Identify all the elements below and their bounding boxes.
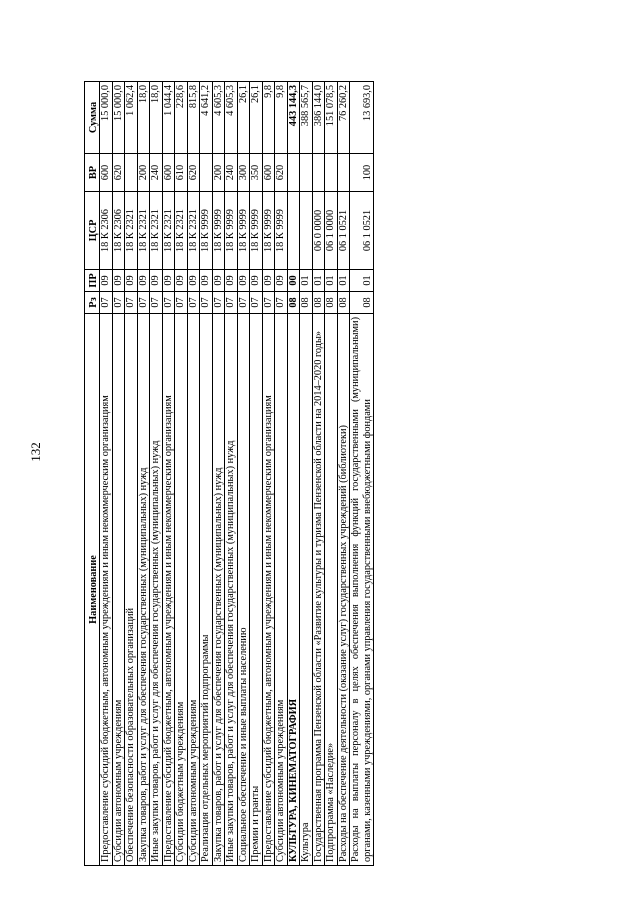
row-rz-cell: 08 <box>287 292 300 314</box>
row-name-cell: Социальное обеспечение и иные выплаты населению <box>237 314 250 866</box>
row-vr-cell: 620 <box>112 154 125 192</box>
row-csr-cell: 18 К 9999 <box>212 192 225 270</box>
row-csr-cell: 18 К 2321 <box>162 192 175 270</box>
row-name-cell: Субсидии автономным учреждениям <box>187 314 200 866</box>
header-rz: Рз <box>85 292 100 314</box>
row-csr-cell: 06 0 0000 <box>312 192 325 270</box>
row-vr-cell: 100 <box>350 154 374 192</box>
row-name-cell: Расходы на обеспечение деятельности (оказание услуг) государственных учреждений (библиотеки) <box>337 314 350 866</box>
row-vr-cell: 600 <box>162 154 175 192</box>
row-sum-cell: 151 078,5 <box>325 82 338 154</box>
table-row <box>325 82 338 866</box>
table-row <box>337 82 350 866</box>
row-name-cell: КУЛЬТУРА, КИНЕМАТОГРАФИЯ <box>287 314 300 866</box>
table-row <box>125 82 138 866</box>
row-name-cell: Предоставление субсидий бюджетным, автономным учреждениям и иным некоммерческим организациям <box>262 314 275 866</box>
row-vr-cell <box>125 154 138 192</box>
row-vr-cell: 600 <box>100 154 113 192</box>
table-row <box>162 82 175 866</box>
table-row <box>137 82 150 866</box>
row-vr-cell: 600 <box>262 154 275 192</box>
row-sum-cell: 4 605,3 <box>212 82 225 154</box>
table-row <box>112 82 125 866</box>
row-sum-cell: 9,8 <box>275 82 288 154</box>
table-row <box>150 82 163 866</box>
row-name-cell: Расходы на выплаты персоналу в целях обеспечения выполнения функций государственными (муниципальными) органами, казенными учреждениями, органами управления государственными внебюджетными фондами <box>350 314 374 866</box>
row-pr-cell: 09 <box>275 270 288 292</box>
header-pr: ПР <box>85 270 100 292</box>
row-csr-cell: 18 К 9999 <box>200 192 213 270</box>
row-pr-cell: 09 <box>225 270 238 292</box>
row-rz-cell: 07 <box>200 292 213 314</box>
row-pr-cell: 09 <box>137 270 150 292</box>
budget-table <box>84 81 374 866</box>
row-sum-cell: 18,0 <box>137 82 150 154</box>
row-vr-cell <box>200 154 213 192</box>
row-pr-cell: 01 <box>325 270 338 292</box>
row-sum-cell: 386 144,0 <box>312 82 325 154</box>
row-vr-cell <box>312 154 325 192</box>
row-rz-cell: 07 <box>175 292 188 314</box>
row-name-cell: Культура <box>300 314 313 866</box>
row-sum-cell: 9,8 <box>262 82 275 154</box>
row-vr-cell: 240 <box>150 154 163 192</box>
row-rz-cell: 07 <box>162 292 175 314</box>
row-name-cell: Подпрограмма «Наследие» <box>325 314 338 866</box>
row-pr-cell: 01 <box>312 270 325 292</box>
table-row <box>262 82 275 866</box>
row-csr-cell: 18 К 9999 <box>237 192 250 270</box>
table-row <box>100 82 113 866</box>
row-pr-cell: 09 <box>162 270 175 292</box>
table-row <box>212 82 225 866</box>
row-csr-cell: 06 1 0000 <box>325 192 338 270</box>
row-pr-cell: 01 <box>337 270 350 292</box>
row-pr-cell: 09 <box>200 270 213 292</box>
table-row <box>312 82 325 866</box>
row-sum-cell: 4 641,2 <box>200 82 213 154</box>
table-row <box>350 82 374 866</box>
row-vr-cell: 200 <box>137 154 150 192</box>
row-rz-cell: 07 <box>112 292 125 314</box>
row-vr-cell <box>300 154 313 192</box>
row-sum-cell: 815,8 <box>187 82 200 154</box>
row-pr-cell: 09 <box>187 270 200 292</box>
row-sum-cell: 26,1 <box>250 82 263 154</box>
table-row <box>287 82 300 866</box>
row-vr-cell: 610 <box>175 154 188 192</box>
row-sum-cell: 15 000,0 <box>100 82 113 154</box>
row-sum-cell: 443 144,3 <box>287 82 300 154</box>
row-rz-cell: 07 <box>187 292 200 314</box>
row-sum-cell: 1 044,4 <box>162 82 175 154</box>
row-csr-cell: 18 К 9999 <box>250 192 263 270</box>
row-rz-cell: 07 <box>225 292 238 314</box>
row-csr-cell: 18 К 2321 <box>137 192 150 270</box>
row-csr-cell: 18 К 2321 <box>150 192 163 270</box>
row-pr-cell: 09 <box>175 270 188 292</box>
row-name-cell: Иные закупки товаров, работ и услуг для обеспечения государственных (муниципальных) нужд <box>150 314 163 866</box>
row-pr-cell: 01 <box>300 270 313 292</box>
row-vr-cell: 200 <box>212 154 225 192</box>
row-rz-cell: 07 <box>275 292 288 314</box>
row-sum-cell: 76 260,2 <box>337 82 350 154</box>
row-sum-cell: 13 693,0 <box>350 82 374 154</box>
row-name-cell: Государственная программа Пензенской области «Развитие культуры и туризма Пензенской области на 2014–2020 годы» <box>312 314 325 866</box>
row-csr-cell: 18 К 2321 <box>125 192 138 270</box>
row-sum-cell: 228,6 <box>175 82 188 154</box>
rotated-page-content <box>84 82 564 866</box>
table-row <box>225 82 238 866</box>
row-name-cell: Премии и гранты <box>250 314 263 866</box>
row-csr-cell: 18 К 9999 <box>262 192 275 270</box>
row-rz-cell: 07 <box>137 292 150 314</box>
header-sum: Сумма <box>85 82 100 154</box>
header-csr: ЦСР <box>85 192 100 270</box>
row-vr-cell: 300 <box>237 154 250 192</box>
row-csr-cell: 18 К 2306 <box>100 192 113 270</box>
row-csr-cell: 18 К 2306 <box>112 192 125 270</box>
row-pr-cell: 00 <box>287 270 300 292</box>
row-rz-cell: 07 <box>100 292 113 314</box>
row-vr-cell <box>287 154 300 192</box>
page-number: 132 <box>28 442 43 462</box>
row-pr-cell: 09 <box>100 270 113 292</box>
row-pr-cell: 09 <box>212 270 225 292</box>
row-rz-cell: 07 <box>212 292 225 314</box>
row-rz-cell: 08 <box>300 292 313 314</box>
row-rz-cell: 07 <box>150 292 163 314</box>
row-csr-cell: 06 1 0521 <box>350 192 374 270</box>
header-vr: ВР <box>85 154 100 192</box>
row-rz-cell: 07 <box>262 292 275 314</box>
row-csr-cell: 18 К 9999 <box>225 192 238 270</box>
row-name-cell: Закупка товаров, работ и услуг для обеспечения государственных (муниципальных) нужд <box>137 314 150 866</box>
row-csr-cell: 18 К 9999 <box>275 192 288 270</box>
row-vr-cell: 350 <box>250 154 263 192</box>
row-name-cell: Предоставление субсидий бюджетным, автономным учреждениям и иным некоммерческим организациям <box>100 314 113 866</box>
table-row <box>200 82 213 866</box>
table-header-row <box>85 82 100 866</box>
header-name: Наименование <box>85 314 100 866</box>
row-name-cell: Реализация отдельных мероприятий подпрограммы <box>200 314 213 866</box>
row-name-cell: Субсидии бюджетным учреждениям <box>175 314 188 866</box>
table-body <box>100 82 374 866</box>
table-row <box>237 82 250 866</box>
row-name-cell: Закупка товаров, работ и услуг для обеспечения государственных (муниципальных) нужд <box>212 314 225 866</box>
row-pr-cell: 09 <box>112 270 125 292</box>
row-sum-cell: 15 000,0 <box>112 82 125 154</box>
row-name-cell: Субсидии автономным учреждениям <box>112 314 125 866</box>
row-rz-cell: 08 <box>350 292 374 314</box>
row-rz-cell: 07 <box>237 292 250 314</box>
table-row <box>250 82 263 866</box>
row-rz-cell: 07 <box>125 292 138 314</box>
row-pr-cell: 01 <box>350 270 374 292</box>
row-csr-cell <box>287 192 300 270</box>
table-row <box>300 82 313 866</box>
table-row <box>187 82 200 866</box>
table-row <box>275 82 288 866</box>
row-name-cell: Субсидии автономным учреждениям <box>275 314 288 866</box>
row-pr-cell: 09 <box>250 270 263 292</box>
row-sum-cell: 4 605,3 <box>225 82 238 154</box>
row-sum-cell: 26,1 <box>237 82 250 154</box>
row-sum-cell: 1 062,4 <box>125 82 138 154</box>
row-csr-cell: 06 1 0521 <box>337 192 350 270</box>
row-sum-cell: 18,0 <box>150 82 163 154</box>
row-rz-cell: 08 <box>312 292 325 314</box>
row-pr-cell: 09 <box>237 270 250 292</box>
row-pr-cell: 09 <box>125 270 138 292</box>
row-sum-cell: 388 565,7 <box>300 82 313 154</box>
row-vr-cell: 620 <box>275 154 288 192</box>
row-pr-cell: 09 <box>150 270 163 292</box>
row-pr-cell: 09 <box>262 270 275 292</box>
row-rz-cell: 07 <box>250 292 263 314</box>
row-vr-cell <box>325 154 338 192</box>
row-csr-cell <box>300 192 313 270</box>
row-rz-cell: 08 <box>337 292 350 314</box>
row-rz-cell: 08 <box>325 292 338 314</box>
table-row <box>175 82 188 866</box>
row-vr-cell: 240 <box>225 154 238 192</box>
row-vr-cell <box>337 154 350 192</box>
row-csr-cell: 18 К 2321 <box>187 192 200 270</box>
row-vr-cell: 620 <box>187 154 200 192</box>
row-name-cell: Обеспечение безопасности образовательных организаций <box>125 314 138 866</box>
row-csr-cell: 18 К 2321 <box>175 192 188 270</box>
row-name-cell: Иные закупки товаров, работ и услуг для обеспечения государственных (муниципальных) нужд <box>225 314 238 866</box>
row-name-cell: Предоставление субсидий бюджетным, автономным учреждениям и иным некоммерческим организациям <box>162 314 175 866</box>
